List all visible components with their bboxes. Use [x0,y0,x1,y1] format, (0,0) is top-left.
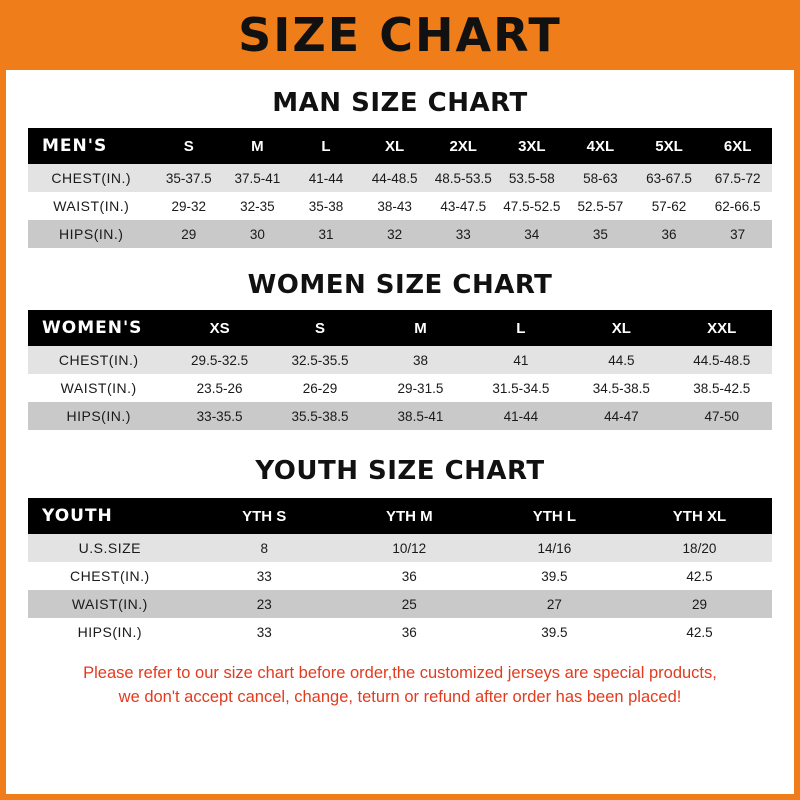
man-header-4: XL [385,137,405,155]
women-header-5: XL [611,319,631,337]
youth-header-2: YTH M [385,507,433,525]
man-header-1: S [183,137,194,155]
women-row-0-label: CHEST(IN.) [58,352,139,368]
man-cell-1-1: 32-35 [240,198,275,214]
youth-header-3: YTH L [532,507,577,525]
youth-cell-1-0: 33 [256,568,272,584]
women-cell-0-3: 41 [513,352,529,368]
youth-row-3-label: HIPS(IN.) [77,624,143,640]
man-cell-0-4: 48.5-53.5 [434,170,492,186]
women-cell-1-2: 29-31.5 [397,380,444,396]
man-cell-1-6: 52.5-57 [577,198,624,214]
man-header-7: 4XL [586,137,615,155]
youth-section-title: YOUTH SIZE CHART [255,456,545,486]
youth-row-1-label: CHEST(IN.) [70,568,150,584]
youth-cell-2-0: 23 [256,596,272,612]
man-header-3: L [321,137,331,155]
youth-cell-3-0: 33 [256,624,272,640]
table-row [28,590,772,618]
women-cell-2-0: 33-35.5 [196,408,243,424]
women-cell-1-3: 31.5-34.5 [492,380,550,396]
table-header-row [28,310,772,346]
man-cell-2-2: 31 [318,226,334,242]
women-header-1: XS [209,319,230,337]
man-cell-2-1: 30 [249,226,265,242]
youth-row-2-label: WAIST(IN.) [71,596,148,612]
youth-cell-3-1: 36 [401,624,417,640]
man-cell-0-7: 63-67.5 [646,170,692,186]
man-cell-0-2: 41-44 [308,170,344,186]
table-row [28,374,772,402]
women-size-table [28,310,772,430]
youth-cell-1-3: 42.5 [686,568,713,584]
women-cell-0-5: 44.5-48.5 [693,352,751,368]
women-row-1-label: WAIST(IN.) [60,380,137,396]
women-cell-2-5: 47-50 [704,408,740,424]
man-cell-1-0: 29-32 [171,198,207,214]
table-header-row [28,128,772,164]
table-row [28,220,772,248]
man-header-0: MEN'S [42,136,108,156]
man-cell-1-4: 43-47.5 [440,198,487,214]
table-row [28,402,772,430]
note-line-2: we don't accept cancel, change, teturn or refund after order has been placed! [118,687,682,706]
youth-cell-0-3: 18/20 [682,540,717,556]
youth-cell-1-1: 36 [401,568,417,584]
man-section-title: MAN SIZE CHART [272,88,528,118]
man-cell-2-8: 37 [730,226,746,242]
youth-cell-3-2: 39.5 [541,624,568,640]
man-header-5: 2XL [449,137,477,155]
women-cell-0-1: 32.5-35.5 [291,352,349,368]
table-row [28,562,772,590]
women-header-4: L [516,319,526,337]
women-cell-1-0: 23.5-26 [196,380,243,396]
women-header-3: M [414,319,427,337]
man-cell-0-1: 37.5-41 [234,170,281,186]
youth-cell-1-2: 39.5 [541,568,568,584]
women-cell-2-2: 38.5-41 [397,408,444,424]
youth-header-1: YTH S [242,507,287,525]
table-header-row [28,498,772,534]
man-cell-1-3: 38-43 [377,198,412,214]
youth-header-0: YOUTH [42,506,113,526]
youth-cell-2-2: 27 [546,596,562,612]
youth-cell-0-0: 8 [260,540,268,556]
table-row [28,192,772,220]
women-cell-0-0: 29.5-32.5 [191,352,249,368]
man-cell-1-5: 47.5-52.5 [503,198,561,214]
women-cell-2-4: 44-47 [604,408,639,424]
man-header-8: 5XL [655,137,683,155]
women-header-0: WOMEN'S [42,318,143,338]
youth-cell-0-1: 10/12 [392,540,427,556]
women-cell-1-1: 26-29 [302,380,338,396]
man-cell-2-6: 35 [592,226,608,242]
man-row-0-label: CHEST(IN.) [51,170,132,186]
youth-row-0-label: U.S.SIZE [78,540,142,556]
man-cell-1-7: 57-62 [651,198,687,214]
man-cell-0-5: 53.5-58 [508,170,555,186]
women-cell-2-1: 35.5-38.5 [291,408,349,424]
man-cell-2-4: 33 [455,226,471,242]
man-cell-2-7: 36 [661,226,677,242]
man-cell-0-3: 44-48.5 [371,170,418,186]
women-row-2-label: HIPS(IN.) [66,408,131,424]
table-row [28,618,772,646]
women-section-title: WOMEN SIZE CHART [247,270,553,300]
youth-header-4: YTH XL [672,507,727,525]
note-line-1: Please refer to our size chart before order,the customized jerseys are special products, [83,664,717,682]
women-header-6: XXL [707,319,737,337]
youth-size-table [28,498,772,646]
page-title: SIZE CHART [238,8,562,62]
man-header-2: M [251,137,264,155]
man-cell-1-8: 62-66.5 [714,198,761,214]
order-policy-note [28,662,772,710]
women-cell-0-4: 44.5 [608,352,635,368]
women-cell-2-3: 41-44 [503,408,539,424]
banner [0,0,800,70]
youth-cell-2-3: 29 [691,596,707,612]
women-header-2: S [315,319,326,337]
youth-cell-2-1: 25 [401,596,417,612]
youth-cell-3-3: 42.5 [686,624,713,640]
man-header-9: 6XL [723,137,752,155]
women-cell-0-2: 38 [412,352,428,368]
man-cell-2-3: 32 [387,226,403,242]
man-header-6: 3XL [518,137,546,155]
man-row-1-label: WAIST(IN.) [53,198,130,214]
youth-cell-0-2: 14/16 [537,540,572,556]
man-cell-0-8: 67.5-72 [714,170,761,186]
man-size-table [28,128,772,248]
table-row [28,534,772,562]
women-cell-1-4: 34.5-38.5 [592,380,650,396]
man-cell-2-5: 34 [524,226,540,242]
women-cell-1-5: 38.5-42.5 [693,380,751,396]
table-row [28,346,772,374]
man-row-2-label: HIPS(IN.) [59,226,124,242]
man-cell-1-2: 35-38 [308,198,344,214]
man-cell-0-0: 35-37.5 [165,170,212,186]
content [6,88,794,710]
man-cell-0-6: 58-63 [583,170,618,186]
table-row [28,164,772,192]
man-cell-2-0: 29 [181,226,197,242]
